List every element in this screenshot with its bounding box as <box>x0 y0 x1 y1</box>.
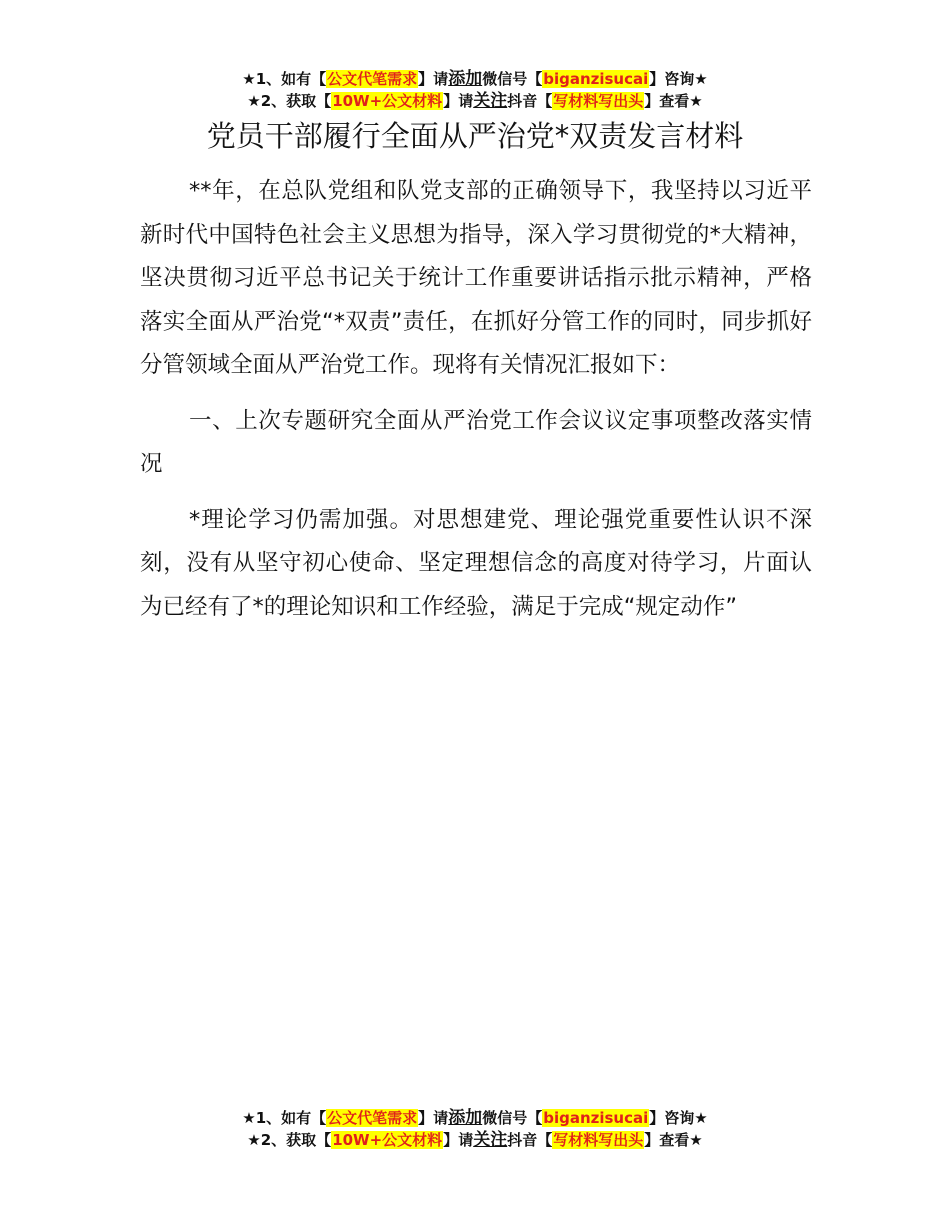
banner-text: 】咨询★ <box>649 1109 708 1127</box>
banner-emphasis: 关注 <box>473 91 508 111</box>
banner-text: 】请 <box>418 1109 449 1127</box>
highlight-wechat-id: biganzisucai <box>543 70 649 88</box>
banner-text: 抖音【 <box>507 92 553 110</box>
footer-banner-line-2 <box>0 1129 950 1151</box>
highlight-douyin-account: 写材料写出头 <box>553 1131 644 1149</box>
section-heading-1: 一、上次专题研究全面从严治党工作会议议定事项整改落实情况 <box>140 407 812 477</box>
banner-emphasis: 添加 <box>448 1108 483 1128</box>
paragraph-theory-study: *理论学习仍需加强。对思想建党、理论强党重要性认识不深刻，没有从坚守初心使命、坚定理想信念的高度对待学习，片面认为已经有了*的理论知识和工作经验，满足于完成“规定动作” <box>140 506 812 620</box>
header-banner-line-1 <box>0 68 950 90</box>
highlight-ghostwriting: 公文代笔需求 <box>327 1109 418 1127</box>
paragraph-intro: **年，在总队党组和队党支部的正确领导下，我坚持以习近平新时代中国特色社会主义思想为指导，深入学习贯彻党的*大精神，坚决贯彻习近平总书记关于统计工作重要讲话指示批示精神，严格落实全面从严治党“*双责”责任，在抓好分管工作的同时，同步抓好分管领域全面从严治党工作。现将有关情况汇报如下： <box>140 178 812 378</box>
banner-text: 】请 <box>443 92 474 110</box>
banner-text: 】请 <box>443 1131 474 1149</box>
document-body <box>140 170 812 641</box>
header-banner-line-2 <box>0 90 950 112</box>
footer-banner <box>0 1107 950 1151</box>
banner-text: 微信号【 <box>482 70 543 88</box>
banner-text: ★2、获取【 <box>247 92 332 110</box>
highlight-wechat-id: biganzisucai <box>543 1109 649 1127</box>
banner-text: 微信号【 <box>482 1109 543 1127</box>
banner-emphasis: 关注 <box>473 1130 508 1150</box>
highlight-ghostwriting: 公文代笔需求 <box>327 70 418 88</box>
banner-text: 】咨询★ <box>649 70 708 88</box>
banner-text: 】查看★ <box>644 92 703 110</box>
document-title: 党员干部履行全面从严治党*双责发言材料 <box>206 119 744 153</box>
banner-text: 】请 <box>418 70 449 88</box>
highlight-materials: 10W+公文材料 <box>332 92 443 110</box>
highlight-douyin-account: 写材料写出头 <box>553 92 644 110</box>
footer-banner-line-1 <box>0 1107 950 1129</box>
banner-text: 】查看★ <box>644 1131 703 1149</box>
header-banner <box>0 68 950 112</box>
banner-emphasis: 添加 <box>448 69 483 89</box>
banner-text: ★1、如有【 <box>242 70 327 88</box>
highlight-materials: 10W+公文材料 <box>332 1131 443 1149</box>
banner-text: 抖音【 <box>507 1131 553 1149</box>
banner-text: ★2、获取【 <box>247 1131 332 1149</box>
banner-text: ★1、如有【 <box>242 1109 327 1127</box>
